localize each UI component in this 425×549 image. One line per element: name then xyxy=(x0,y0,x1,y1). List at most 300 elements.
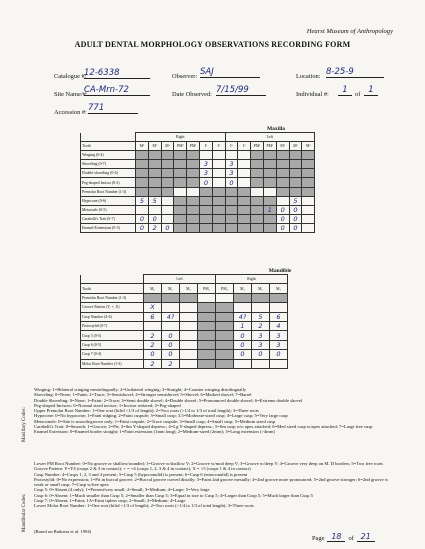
mandible-section xyxy=(80,268,400,369)
mandible-score-cell[interactable] xyxy=(198,359,216,368)
mandible-score-cell[interactable] xyxy=(216,312,234,321)
mandible-score-cell[interactable]: 2 xyxy=(144,340,162,349)
mandible-col-header: M₂ xyxy=(162,284,180,293)
mandibular-codes xyxy=(34,461,394,509)
mandible-score-cell[interactable]: 2 xyxy=(144,359,162,368)
maxilla-score-cell[interactable] xyxy=(174,223,187,232)
mandible-score-cell[interactable] xyxy=(198,340,216,349)
mandible-score-cell[interactable] xyxy=(216,321,234,330)
maxilla-score-cell[interactable] xyxy=(263,151,276,160)
maxilla-score-cell[interactable] xyxy=(199,151,212,160)
catalogue-field[interactable]: 12-6338 xyxy=(84,68,150,79)
mandible-right-header: Right xyxy=(216,275,288,284)
location-field[interactable]: 8-25-9 xyxy=(326,67,384,78)
mandible-score-cell[interactable]: 2 xyxy=(144,331,162,340)
maxilla-score-cell[interactable] xyxy=(302,205,315,214)
maxilla-col-header: M¹ xyxy=(276,142,289,151)
mandible-score-cell[interactable]: 4? xyxy=(234,312,252,321)
maxilla-score-cell[interactable] xyxy=(251,205,264,214)
mandible-score-cell[interactable]: 0 xyxy=(234,350,252,359)
accession-field[interactable]: 771 xyxy=(88,103,138,114)
maxilla-score-cell[interactable] xyxy=(187,223,200,232)
mandible-score-cell[interactable] xyxy=(180,331,198,340)
maxilla-score-cell[interactable]: 3 xyxy=(199,169,212,178)
maxilla-score-cell[interactable]: 0 xyxy=(276,223,289,232)
date-label: Date Observed: xyxy=(172,91,212,98)
mandible-score-cell[interactable]: X xyxy=(144,303,162,312)
maxilla-row xyxy=(81,178,315,187)
maxilla-score-cell[interactable] xyxy=(238,223,251,232)
mandible-row xyxy=(81,303,288,312)
maxilla-trait-label: Double-shoveling (0-6) xyxy=(81,169,136,178)
mandible-trait-label: Cusp 7 (0-4) xyxy=(81,350,144,359)
maxilla-score-cell[interactable] xyxy=(225,151,238,160)
maxilla-section xyxy=(80,126,412,233)
mandible-score-cell[interactable] xyxy=(270,303,288,312)
maxilla-score-cell[interactable] xyxy=(161,169,174,178)
maxilla-score-cell[interactable] xyxy=(212,214,225,223)
mandible-score-cell[interactable]: 0 xyxy=(162,340,180,349)
mandible-score-cell[interactable] xyxy=(198,293,216,302)
mandible-score-cell[interactable]: 2 xyxy=(162,359,180,368)
source-citation: (Based on Buikstra et al. 1994) xyxy=(34,529,92,534)
maxilla-score-cell[interactable] xyxy=(148,151,161,160)
maxilla-score-cell[interactable] xyxy=(276,160,289,169)
maxilla-row xyxy=(81,169,315,178)
maxillary-code-line: Enamel Extension: 0=Enamel border straight; 1=Faint extension (1mm long); 2=Medium-sized (2mm); 3=Long extension (>4mm) xyxy=(34,429,275,435)
individual-total-field[interactable]: 1 xyxy=(364,85,378,96)
mandible-score-cell[interactable] xyxy=(144,321,162,330)
maxilla-score-cell[interactable] xyxy=(136,160,149,169)
maxilla-score-cell[interactable] xyxy=(289,169,302,178)
maxilla-score-cell[interactable] xyxy=(212,151,225,160)
mandible-score-cell[interactable] xyxy=(216,359,234,368)
maxilla-score-cell[interactable] xyxy=(136,151,149,160)
maxilla-table xyxy=(80,132,315,233)
page-of: of xyxy=(348,535,354,542)
maxillary-code-line: Shoveling: 0=None; 1=Faint; 2=Trace; 3=Semishovel; 4=Stronger semishovel; 5=Shovel; 6=Marked shovel; 7=Barrel xyxy=(34,392,252,398)
maxilla-score-cell[interactable]: 5 xyxy=(148,196,161,205)
maxilla-row xyxy=(81,214,315,223)
maxilla-score-cell[interactable] xyxy=(302,160,315,169)
maxilla-score-cell[interactable] xyxy=(148,160,161,169)
maxillary-code-line: Peg-shaped Incisors: 0=Normal sized incisor; 1=Incisor reduced; 2=Peg-shaped xyxy=(34,402,181,408)
mandible-score-cell[interactable]: 0 xyxy=(234,331,252,340)
maxilla-score-cell[interactable]: 3 xyxy=(199,160,212,169)
mandible-score-cell[interactable]: 6 xyxy=(144,312,162,321)
maxilla-score-cell[interactable]: 0 xyxy=(289,223,302,232)
individual-number-field[interactable]: 1 xyxy=(338,85,352,96)
mandible-title: Mandible xyxy=(268,268,292,274)
mandible-score-cell[interactable] xyxy=(216,293,234,302)
maxilla-col-header: I² xyxy=(199,142,212,151)
mandible-score-cell[interactable] xyxy=(270,293,288,302)
maxilla-score-cell[interactable] xyxy=(302,223,315,232)
maxilla-score-cell[interactable]: 0 xyxy=(199,178,212,187)
maxilla-score-cell[interactable]: 0 xyxy=(136,214,149,223)
maxilla-score-cell[interactable] xyxy=(302,187,315,196)
maxilla-score-cell[interactable] xyxy=(251,160,264,169)
maxilla-score-cell[interactable] xyxy=(276,169,289,178)
mandibular-code-line: Groove Pattern: Y=Y4 (cusps 2 & 3 in contact); + = +4 (cusps 1, 2, 3 & 4 in contact); X = ×5 (cusps 1 & 4 in contact) xyxy=(34,466,251,472)
observer-field[interactable]: SAJ xyxy=(200,67,260,78)
mandible-col-header: M₃ xyxy=(270,284,288,293)
maxilla-trait-label: Enamel Extensions (0-3) xyxy=(81,223,136,232)
maxilla-score-cell[interactable] xyxy=(238,187,251,196)
maxilla-score-cell[interactable] xyxy=(238,196,251,205)
maxilla-col-header: PM¹ xyxy=(187,142,200,151)
maxilla-col-header: PM² xyxy=(263,142,276,151)
maxilla-score-cell[interactable] xyxy=(174,214,187,223)
mandible-corner xyxy=(81,275,144,284)
maxilla-score-cell[interactable] xyxy=(238,214,251,223)
maxilla-row xyxy=(81,160,315,169)
mandible-score-cell[interactable]: 5 xyxy=(252,312,270,321)
maxilla-score-cell[interactable] xyxy=(148,205,161,214)
maxilla-col-header: I² xyxy=(238,142,251,151)
mandible-score-cell[interactable]: 0 xyxy=(252,350,270,359)
mandible-row xyxy=(81,321,288,330)
observer-label: Observer: xyxy=(172,73,198,80)
mandible-col-header: M₁ xyxy=(234,284,252,293)
maxilla-score-cell[interactable] xyxy=(161,160,174,169)
maxilla-row xyxy=(81,205,315,214)
maxilla-score-cell[interactable] xyxy=(251,214,264,223)
maxilla-score-cell[interactable]: 0 xyxy=(289,205,302,214)
maxilla-col-header: I¹ xyxy=(212,142,225,151)
mandible-score-cell[interactable]: 3 xyxy=(252,331,270,340)
mandible-score-cell[interactable] xyxy=(162,321,180,330)
maxilla-row xyxy=(81,223,315,232)
mandible-score-cell[interactable] xyxy=(144,293,162,302)
mandible-score-cell[interactable] xyxy=(216,331,234,340)
maxilla-trait-label: Winging (0-4) xyxy=(81,151,136,160)
site-field[interactable]: CA-Mrn-72 xyxy=(84,85,150,96)
maxilla-col-header: M² xyxy=(148,142,161,151)
maxilla-score-cell[interactable] xyxy=(251,196,264,205)
maxilla-score-cell[interactable] xyxy=(199,187,212,196)
maxillary-code-line: Upper Premolar Root Number: 1=One root (bifid <1/3 of length); 2=Two roots (>1/4 to 1/3 of total length); 3=Three roots xyxy=(34,408,259,414)
maxilla-score-cell[interactable] xyxy=(251,151,264,160)
maxilla-score-cell[interactable] xyxy=(302,151,315,160)
mandible-score-cell[interactable] xyxy=(234,293,252,302)
site-label: Site Name/#: xyxy=(54,91,88,98)
maxilla-score-cell[interactable] xyxy=(174,160,187,169)
individual-of: of xyxy=(355,91,361,98)
maxilla-score-cell[interactable] xyxy=(148,169,161,178)
maxilla-score-cell[interactable] xyxy=(161,151,174,160)
maxilla-score-cell[interactable] xyxy=(276,187,289,196)
page-indicator xyxy=(312,532,375,542)
maxilla-score-cell[interactable] xyxy=(187,151,200,160)
maxilla-score-cell[interactable] xyxy=(263,214,276,223)
maxilla-score-cell[interactable] xyxy=(238,205,251,214)
mandible-score-cell[interactable]: 0 xyxy=(144,350,162,359)
maxilla-score-cell[interactable] xyxy=(263,169,276,178)
maxilla-score-cell[interactable] xyxy=(225,223,238,232)
maxilla-row xyxy=(81,151,315,160)
date-field[interactable]: 7/15/99 xyxy=(216,85,266,96)
maxilla-score-cell[interactable] xyxy=(276,151,289,160)
maxillary-code-line: Double Shoveling: 0=None; 1=Faint; 2=Trace; 3=Semi double shovel; 4=Double shovel; 5=Pronounced double shovel; 6=Extreme double shovel xyxy=(34,397,303,403)
maxilla-score-cell[interactable] xyxy=(174,205,187,214)
mandible-score-cell[interactable] xyxy=(198,321,216,330)
mandible-score-cell[interactable] xyxy=(198,331,216,340)
mandible-trait-label: Cusp Number (4-6) xyxy=(81,312,144,321)
mandible-score-cell[interactable] xyxy=(216,340,234,349)
mandible-score-cell[interactable] xyxy=(252,303,270,312)
mandibular-code-line: Cusp 6: 0=Absent; 1=Much smaller than Cusp 5; 2=Smaller than Cusp 5; 3=Equal in size to Cusp 5; 4=Larger than Cusp 5; 5=Much larger than Cusp 5 xyxy=(34,492,313,498)
mandible-trait-label: Groove Pattern (Y, +, X) xyxy=(81,303,144,312)
page-number-field[interactable]: 18 xyxy=(327,532,345,542)
maxillary-codes xyxy=(34,387,394,435)
maxilla-score-cell[interactable] xyxy=(161,187,174,196)
maxilla-score-cell[interactable] xyxy=(174,178,187,187)
maxilla-score-cell[interactable] xyxy=(238,178,251,187)
mandibular-code-line: Cusp Number: 4=Cusps 1, 2, 3 and 4 present; 5=Cusp 5 (hypoconulid) is present; 6=Cusp 6 (entoconulid) is present xyxy=(34,471,248,477)
mandible-row xyxy=(81,312,288,321)
mandible-score-cell[interactable]: 4? xyxy=(162,312,180,321)
mandible-score-cell[interactable] xyxy=(198,303,216,312)
maxilla-score-cell[interactable] xyxy=(212,196,225,205)
maxilla-score-cell[interactable] xyxy=(174,196,187,205)
maxilla-score-cell[interactable] xyxy=(161,178,174,187)
maxilla-score-cell[interactable]: 0 xyxy=(276,214,289,223)
mandible-col-header: M₂ xyxy=(252,284,270,293)
maxilla-score-cell[interactable] xyxy=(263,160,276,169)
mandible-score-cell[interactable] xyxy=(180,340,198,349)
mandible-score-cell[interactable]: 0 xyxy=(234,340,252,349)
maxilla-score-cell[interactable] xyxy=(187,205,200,214)
mandible-score-cell[interactable] xyxy=(162,293,180,302)
mandible-trait-label: Premolar Root Number (1-3) xyxy=(81,293,144,302)
maxilla-score-cell[interactable] xyxy=(187,169,200,178)
maxilla-score-cell[interactable] xyxy=(238,160,251,169)
mandible-score-cell[interactable] xyxy=(180,350,198,359)
maxilla-score-cell[interactable] xyxy=(289,187,302,196)
maxilla-score-cell[interactable] xyxy=(174,151,187,160)
maxilla-trait-label: Carabelli's Trait (0-7) xyxy=(81,214,136,223)
maxilla-score-cell[interactable]: 0 xyxy=(136,223,149,232)
maxilla-score-cell[interactable]: 3 xyxy=(225,169,238,178)
mandible-score-cell[interactable]: 3 xyxy=(270,340,288,349)
maxilla-score-cell[interactable]: 1 xyxy=(263,205,276,214)
mandible-row xyxy=(81,293,288,302)
maxilla-score-cell[interactable] xyxy=(212,223,225,232)
maxillary-code-line: Metaconule: 0=Site is smooth/groove only; 1=Faint cuspule; 2=Trace cuspule; 3=Small cusp; 4=Small cusp; 5=Medium sized cusp xyxy=(34,418,276,424)
mandible-row xyxy=(81,340,288,349)
mandible-score-cell[interactable] xyxy=(252,293,270,302)
maxilla-trait-label: Shoveling (0-7) xyxy=(81,160,136,169)
maxilla-col-header: PM² xyxy=(174,142,187,151)
maxilla-score-cell[interactable] xyxy=(136,178,149,187)
maxilla-score-cell[interactable] xyxy=(136,187,149,196)
maxilla-score-cell[interactable] xyxy=(187,187,200,196)
mandible-score-cell[interactable]: 0 xyxy=(162,331,180,340)
maxilla-score-cell[interactable] xyxy=(276,178,289,187)
maxilla-score-cell[interactable] xyxy=(289,151,302,160)
maxilla-score-cell[interactable] xyxy=(263,223,276,232)
maxilla-score-cell[interactable] xyxy=(212,178,225,187)
maxilla-score-cell[interactable] xyxy=(263,196,276,205)
maxilla-score-cell[interactable] xyxy=(174,187,187,196)
mandible-score-cell[interactable] xyxy=(234,303,252,312)
maxilla-score-cell[interactable] xyxy=(251,178,264,187)
mandible-trait-label: Cusp 6 (0-5) xyxy=(81,340,144,349)
maxilla-score-cell[interactable] xyxy=(251,169,264,178)
maxilla-score-cell[interactable] xyxy=(225,187,238,196)
maxilla-score-cell[interactable] xyxy=(212,160,225,169)
maxilla-score-cell[interactable] xyxy=(148,178,161,187)
maxilla-tooth-label: Tooth xyxy=(81,142,136,151)
maxilla-score-cell[interactable] xyxy=(289,178,302,187)
maxilla-score-cell[interactable]: 0 xyxy=(148,214,161,223)
mandible-col-header: M₃ xyxy=(144,284,162,293)
maxilla-col-header: M³ xyxy=(302,142,315,151)
mandible-score-cell[interactable] xyxy=(180,359,198,368)
mandible-score-cell[interactable] xyxy=(198,312,216,321)
maxilla-score-cell[interactable]: 5 xyxy=(289,196,302,205)
mandible-score-cell[interactable] xyxy=(180,312,198,321)
museum-name: Hearst Museum of Anthropology xyxy=(306,28,393,35)
mandible-col-header: M₁ xyxy=(180,284,198,293)
maxilla-score-cell[interactable] xyxy=(199,205,212,214)
maxilla-score-cell[interactable]: 0 xyxy=(161,223,174,232)
maxillary-code-line: Carabelli's Trait: 0=Smooth; 1=Groove; 2=Pit; 3=Sm Y-shaped depress.; 4=Lg Y-shaped depress.; 5=Sm cusp w/o apex attached; 6=Med sized cusp w/apex attached; 7=Large free cusp xyxy=(34,424,373,430)
maxilla-score-cell[interactable] xyxy=(199,223,212,232)
mandible-score-cell[interactable]: 2 xyxy=(252,321,270,330)
maxilla-left-header: Left xyxy=(225,133,315,142)
maxilla-score-cell[interactable] xyxy=(276,196,289,205)
mandibular-code-line: Cusp 5: 0=Absent (4 only); 1=Present/very small; 2=Small; 3=Medium; 4=Large; 5=Very large xyxy=(34,487,210,493)
mandible-trait-label: Cusp 5 (0-5) xyxy=(81,331,144,340)
mandibular-codes-side-label: Mandibular Codes: xyxy=(22,493,27,532)
maxilla-col-header: M² xyxy=(289,142,302,151)
mandible-score-cell[interactable] xyxy=(234,359,252,368)
mandible-score-cell[interactable] xyxy=(216,303,234,312)
maxilla-score-cell[interactable] xyxy=(161,196,174,205)
page-label: Page xyxy=(312,535,325,542)
mandible-score-cell[interactable] xyxy=(180,303,198,312)
maxilla-score-cell[interactable] xyxy=(161,205,174,214)
mandible-col-header: PM₂ xyxy=(216,284,234,293)
mandible-score-cell[interactable] xyxy=(198,350,216,359)
mandible-score-cell[interactable]: 3 xyxy=(252,340,270,349)
maxilla-trait-label: Peg-shaped Incisor (0-2) xyxy=(81,178,136,187)
mandible-table xyxy=(80,274,288,369)
maxilla-score-cell[interactable]: 0 xyxy=(225,178,238,187)
mandibular-code-line: Lower Molar Root Number: 1=One root (bifid <1/3 of length); 2=Two roots (>1/4 to 1/3 of total length); 3=Three roots xyxy=(34,503,254,509)
mandible-left-header: Left xyxy=(144,275,216,284)
maxilla-score-cell[interactable] xyxy=(187,160,200,169)
mandible-score-cell[interactable]: 4 xyxy=(270,321,288,330)
maxilla-score-cell[interactable] xyxy=(212,187,225,196)
mandible-score-cell[interactable]: 6 xyxy=(270,312,288,321)
mandible-col-header: PM₂ xyxy=(198,284,216,293)
maxilla-row xyxy=(81,196,315,205)
maxilla-score-cell[interactable] xyxy=(225,196,238,205)
mandible-score-cell[interactable]: 3 xyxy=(270,331,288,340)
maxillary-code-line: Hypocone: 0=No hypocone; 1=Faint ridging; 2=Faint cuspule; 3=Small cusp; 3.5=Moderate-sized cusp; 4=Large cusp; 5=Very large cusp xyxy=(34,413,288,419)
maxilla-score-cell[interactable] xyxy=(136,205,149,214)
maxilla-score-cell[interactable] xyxy=(251,223,264,232)
mandible-score-cell[interactable] xyxy=(180,321,198,330)
maxilla-score-cell[interactable] xyxy=(263,187,276,196)
maxilla-score-cell[interactable] xyxy=(263,178,276,187)
mandible-row xyxy=(81,350,288,359)
mandibular-code-line: Lower PM Root Number: 0=No groove or shallow/rounded; 1=Groove w/shallow V; 2=Groove w/mod deep V; 3=Groove w/deep V; 4=Groove very deep on M. D borders; 5=Two free roots xyxy=(34,461,383,466)
page-total-field[interactable]: 21 xyxy=(357,532,375,542)
mandible-score-cell[interactable]: 0 xyxy=(270,350,288,359)
maxilla-score-cell[interactable]: 0 xyxy=(289,214,302,223)
maxilla-score-cell[interactable] xyxy=(161,214,174,223)
maxilla-score-cell[interactable] xyxy=(187,178,200,187)
maxilla-score-cell[interactable] xyxy=(148,187,161,196)
maxilla-score-cell[interactable] xyxy=(302,196,315,205)
maxilla-score-cell[interactable] xyxy=(212,205,225,214)
maxilla-title: Maxilla xyxy=(266,126,286,132)
maxilla-score-cell[interactable] xyxy=(302,169,315,178)
individual-label: Individual #: xyxy=(296,91,329,98)
maxilla-score-cell[interactable] xyxy=(136,169,149,178)
location-label: Location: xyxy=(296,73,321,80)
maxilla-score-cell[interactable] xyxy=(289,160,302,169)
maxilla-col-header: PM¹ xyxy=(251,142,264,151)
maxilla-score-cell[interactable] xyxy=(174,169,187,178)
maxilla-trait-label: Premolar Root Number (1-3) xyxy=(81,187,136,196)
mandible-score-cell[interactable] xyxy=(216,350,234,359)
maxilla-score-cell[interactable] xyxy=(238,169,251,178)
maxilla-score-cell[interactable]: 3 xyxy=(225,160,238,169)
mandible-score-cell[interactable] xyxy=(180,293,198,302)
maxillary-codes-side-label: Maxillary Codes: xyxy=(22,407,27,442)
maxilla-score-cell[interactable]: 5 xyxy=(136,196,149,205)
maxilla-score-cell[interactable] xyxy=(238,151,251,160)
mandible-score-cell[interactable] xyxy=(252,359,270,368)
maxilla-trait-label: Hypocone (0-6) xyxy=(81,196,136,205)
maxilla-score-cell[interactable] xyxy=(199,214,212,223)
maxilla-corner xyxy=(81,133,136,142)
mandible-score-cell[interactable]: 1 xyxy=(234,321,252,330)
catalogue-label: Catalogue #: xyxy=(54,73,87,80)
maxilla-trait-label: Metacoule (0-5) xyxy=(81,205,136,214)
maxilla-score-cell[interactable] xyxy=(187,196,200,205)
form-title: ADULT DENTAL MORPHOLOGY OBSERVATIONS RECORDING FORM xyxy=(74,40,351,49)
mandible-tooth-label: Tooth xyxy=(81,284,144,293)
maxilla-col-header: I¹ xyxy=(225,142,238,151)
mandible-score-cell[interactable] xyxy=(162,303,180,312)
maxilla-score-cell[interactable] xyxy=(302,214,315,223)
maxilla-score-cell[interactable]: 2 xyxy=(148,223,161,232)
mandible-trait-label: Protostylid (0-7) xyxy=(81,321,144,330)
maxilla-row xyxy=(81,187,315,196)
maxilla-score-cell[interactable] xyxy=(225,214,238,223)
mandibular-code-line: Cusp 7: 0=Absent; 1=Faint; 1A=Faint tipless cusp; 2=Small; 3=Medium; 4=Large xyxy=(34,498,186,504)
maxilla-score-cell[interactable] xyxy=(199,196,212,205)
mandible-score-cell[interactable]: 0 xyxy=(162,350,180,359)
maxilla-score-cell[interactable]: 0 xyxy=(276,205,289,214)
maxilla-score-cell[interactable] xyxy=(302,178,315,187)
maxilla-score-cell[interactable] xyxy=(212,169,225,178)
maxilla-col-header: M³ xyxy=(136,142,149,151)
mandible-score-cell[interactable] xyxy=(270,359,288,368)
maxilla-right-header: Right xyxy=(136,133,226,142)
maxilla-col-header: M¹ xyxy=(161,142,174,151)
mandible-trait-label: Molar Root Number (1-3) xyxy=(81,359,144,368)
maxilla-score-cell[interactable] xyxy=(187,214,200,223)
maxilla-score-cell[interactable] xyxy=(225,205,238,214)
maxilla-score-cell[interactable] xyxy=(251,187,264,196)
